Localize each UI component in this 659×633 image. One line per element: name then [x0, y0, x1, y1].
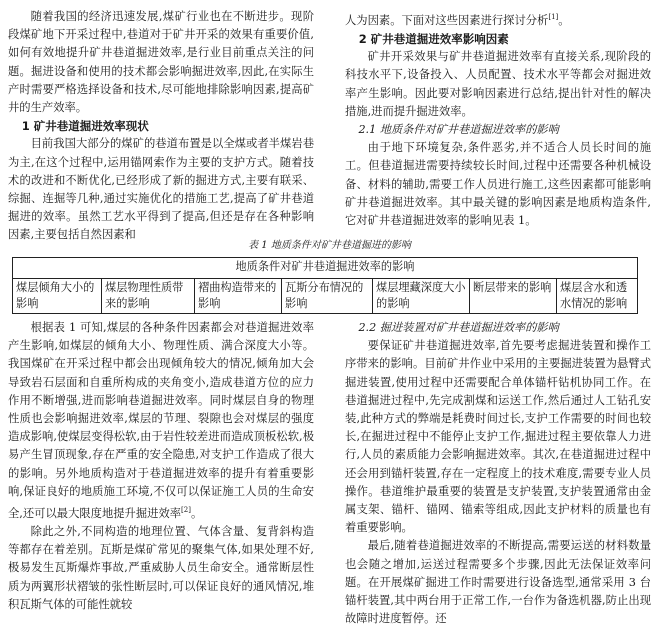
closing-paragraph: 最后,随着巷道掘进效率的不断提高,需要运送的材料数量也会随之增加,运送过程需要多个步骤,因此无法保证效率问题。在开展煤矿掘进工作时需要进行设备选型,通常采用 3 台锚杆装置,其中两台用于正常工作,一台作为备选机器,防止出现故障时进度暂停。还 [345, 539, 651, 626]
table-cell: 煤层含水和透水情况的影响 [557, 279, 638, 314]
table-row [13, 279, 638, 314]
section-1-paragraph: 目前我国大部分的煤矿的巷道布置是以全煤或者半煤岩巷为主,在这个过程中,运用锚网索作为主要的支护方式。随着技术的改进和不断优化,已经形成了新的掘进方式,主要有联采、综掘、连掘等几种,通过实施优化的措施工艺,提高了矿井巷道掘进的效率。虽然工艺水平得到了提高,但还是存在各种影响因素,主要包括自然因素和 [8, 137, 314, 242]
section-2-heading: 2 矿井巷道掘进效率影响因素 [358, 31, 509, 46]
intro-paragraph: 随着我国的经济迅速发展,煤矿行业也在不断进步。现阶段煤矿地下开采过程中,巷道对于矿井开采的效果有重要价值,如何有效地提升矿井巷道掘进效率,是行业目前重点关注的问题。掘进设备和使用的技术都会影响掘进效率,因此,在实际生产时需要严格选择设备和技术,尽可能地排除影响因素,提高矿井的生产效率。 [8, 10, 314, 115]
geology-factor-table [12, 257, 638, 314]
right-column-top [345, 8, 651, 230]
continuation-text: 人为因素。下面对这些因素进行探讨分析 [345, 13, 549, 27]
right-column-bottom [345, 319, 651, 628]
table-discussion-paragraph [8, 319, 314, 523]
citation-2: [2] [181, 506, 191, 515]
table-cell: 煤层埋藏深度大小的影响 [373, 279, 470, 314]
table-cell: 煤层物理性质带来的影响 [102, 279, 195, 314]
continuation-paragraph [345, 8, 651, 30]
table-cell: 褶曲构造带来的影响 [195, 279, 282, 314]
citation-1: [1] [548, 13, 559, 21]
section-1-heading: 1 矿井巷道掘进效率现状 [21, 119, 149, 134]
table-discussion-end: 。 [190, 506, 203, 520]
section-2-1-heading: 2.1 地质条件对矿井巷道掘进效率的影响 [358, 122, 559, 136]
left-column-top [8, 8, 314, 245]
gas-paragraph: 除此之外,不同构造的地理位置、气体含量、复背斜构造等都存在着差别。瓦斯是煤矿常见的聚集气体,如果处理不好,极易发生瓦斯爆炸事故,严重威胁人员生命安全。通常断层性质为两翼形状褶皱的张性断层时,可以保证良好的通风情况,堆积瓦斯气体的可能性就较 [8, 525, 314, 611]
table-cell: 瓦斯分布情况的影响 [282, 279, 373, 314]
table-caption: 表 1 地质条件对矿井巷道掘进的影响 [248, 240, 411, 251]
table-cell: 煤层倾角大小的影响 [13, 279, 102, 314]
section-2-2-heading: 2.2 掘进装置对矿井巷道掘进效率的影响 [358, 321, 559, 334]
table-discussion-text: 根据表 1 可知,煤层的各种条件因素都会对巷道掘进效率产生影响,如煤层的倾角大小、物理性质、满合深度大小等。我国煤矿在开采过程中都会出现倾角较大的情况,倾角加大会导致岩石层面和自重所构成的夹角变小,造成巷道方位的应力作用不断增强,进而影响巷道掘进效率。同时煤层自身的物理性质也会影响掘进效率,煤层的节理、裂隙也会对煤层的强度造成影响,使煤层变得松软,由于岩性较差进而造成顶板松软,极易产生冒顶现象,存在严重的安全隐患,对支护工作造成了很大的影响。另外地质构造对于巷道掘进效率的提升有着重要影响,保证良好的地质施工环境,不仅可以保证施工人员的生命安全,还可以最大限度地提升掘进效率 [8, 321, 314, 520]
table-cell: 断层带来的影响 [470, 279, 557, 314]
table-header: 地质条件对矿井巷道掘进效率的影响 [13, 258, 638, 279]
section-2-2-paragraph: 要保证矿井巷道掘进效率,首先要考虑掘进装置和操作工序带来的影响。目前矿井作业中采用的主要掘进装置为悬臂式掘进装置,使用过程中还需要配合单体锚杆钻机协同工作。在巷道掘进过程中,先完成割煤和运送工作,然后通过人工钻孔安装,此种方式的弊端是耗费时间过长,支护工作需要的时间也较长,在掘进过程中不能停止支护工作,掘进过程主要依靠人力进行,人员的素质能力会影响掘进效率。其次,在巷道掘进过程中还会用到锚杆装置,存在一定程度上的技术难度,需要专业人员操作。巷道维护最重要的装置是支护装置,支护装置通常由金属支架、锚杆、锚网、锚索等组成,因此支护材料的质量也有着重要影响。 [345, 339, 651, 535]
continuation-end: 。 [558, 13, 570, 27]
section-2-paragraph: 矿井开采效果与矿井巷道掘进效率有直接关系,现阶段的科技水平下,设备投入、人员配置、技术水平等都会对掘进效率产生影响。因此要对影响因素进行总结,提出针对性的解决措施,进而提升掘进效率。 [345, 50, 651, 118]
left-column-bottom [8, 319, 314, 614]
section-2-1-paragraph: 由于地下环境复杂,条件恶劣,并不适合人员长时间的施工。但巷道掘进需要持续较长时间,过程中还需要各种机械设备、材料的辅助,需要工作人员进行施工,这些因素都可能影响矿井巷道掘进效率。其中最关键的影响因素是地质构造条件,它对矿井巷道掘进效率的影响见表 1。 [345, 141, 651, 227]
